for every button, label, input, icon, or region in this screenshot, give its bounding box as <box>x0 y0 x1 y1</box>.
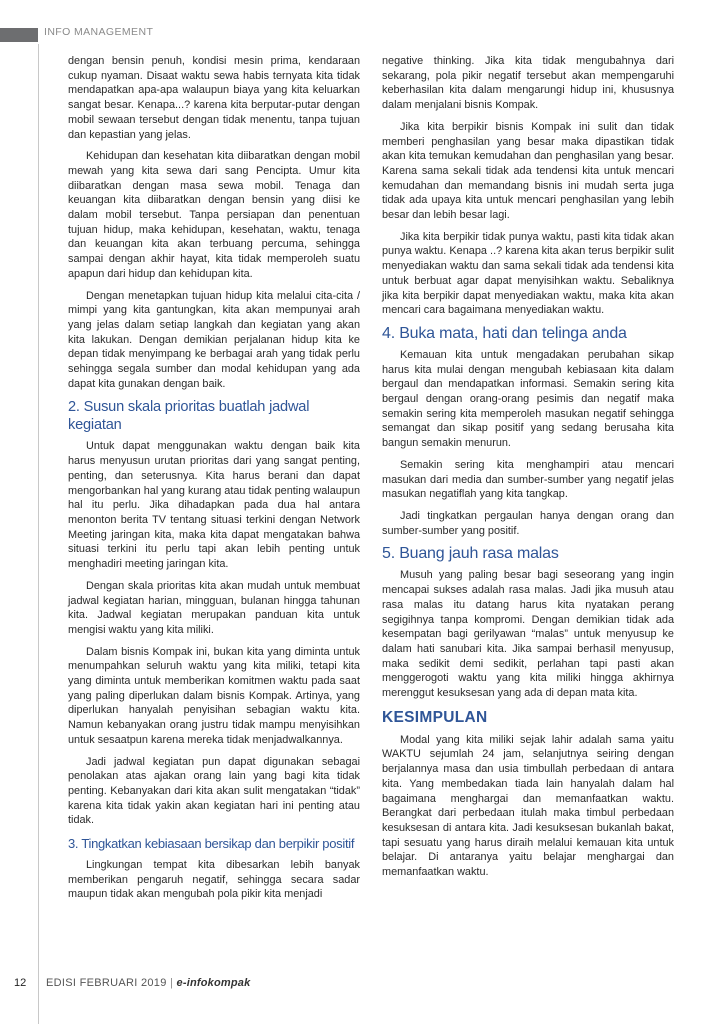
section-heading-4: 4. Buka mata, hati dan telinga anda <box>382 324 627 342</box>
section-heading-2: 2. Susun skala prioritas buatlah jadwal kegiatan <box>68 399 310 434</box>
left-column <box>68 54 360 909</box>
paragraph: Jadi jadwal kegiatan pun dapat digunakan sebagai penolakan atas ajakan orang lain yang bagi kita tidak penting. Kebanyakan dari kita akan sulit mengatakan “tidak” karena kita tidak yakin akan kegiatan hari ini penting atau tidak. <box>68 755 360 827</box>
paragraph: Dengan menetapkan tujuan hidup kita melalui cita-cita / mimpi yang kita gantungkan, kita akan mempunyai arah yang jelas dalam setiap langkah dan kegiatan yang akan kita lakukan. Dengan demikian perjalanan hidup kita ke depan tidak menyimpang ke berbagai arah yang tidak perlu sehingga segala sumber dan modal kehidupan yang ada dapat kita gunakan dengan baik. <box>68 289 360 390</box>
conclusion-heading: KESIMPULAN <box>382 708 488 726</box>
paragraph: Untuk dapat menggunakan waktu dengan baik kita harus menyusun urutan prioritas dari yang sangat penting, penting, dan seterusnya. Kita harus berani dan dapat mengorbankan hal yang kurang atau tidak penting walaupun hal itu perlu. Jika dihadapkan pada dua hal antara menonton berita TV tentang situasi terkini dengan Network Meeting jaringan kita, maka kita dapat mengatakan bahwa situasi terkini itu perlu tapi akan lebih penting untuk menghadiri meeting jaringan kita. <box>68 440 360 571</box>
section-heading-5: 5. Buang jauh rasa malas <box>382 545 559 563</box>
paragraph: Modal yang kita miliki sejak lahir adalah sama yaitu WAKTU sejumlah 24 jam, selanjutnya seiring dengan berjalannya masa dan usia timbullah perbedaan di antara kita. Yang membedakan tiada lain hanyalah dalam hal bagaimana menghargai dan memanfaatkan waktu. Berangkat dari perbedaan itulah maka timbul perbedaan kesuksesan di antara kita. Jadi kesuksesan bukanlah bakat, tapi sesuatu yang harus diraih melalui kemauan kita untuk belajar. Di antaranya yaitu belajar menghargai dan memanfaatkan waktu. <box>382 733 674 879</box>
paragraph: Lingkungan tempat kita dibesarkan lebih banyak memberikan pengaruh negatif, sehingga secara sadar maupun tidak akan mengubah pola pikir kita menjadi <box>68 859 360 901</box>
header-color-block <box>0 28 38 42</box>
paragraph: Jika kita berpikir bisnis Kompak ini sulit dan tidak memberi penghasilan yang besar maka dipastikan tidak akan kita temukan kemudahan dan penghasilan yang besar. Karena sama sekali tidak ada tendensi kita untuk mencari kemudahan dan memandang bisnis ini mudah serta juga tidak ada upaya kita untuk mencari penghasilan yang lebih besar dan lebih besar lagi. <box>382 120 674 222</box>
page-number: 12 <box>14 977 27 989</box>
margin-rule <box>38 44 39 1024</box>
brand-prefix: e-info <box>176 977 208 989</box>
brand-suffix: kompak <box>207 977 251 989</box>
paragraph: Dengan skala prioritas kita akan mudah untuk membuat jadwal kegiatan harian, mingguan, bulanan hingga tahunan kita. Jadwal kegiatan merupakan panduan kita untuk mengisi waktu yang kita miliki. <box>68 579 360 636</box>
paragraph: Kehidupan dan kesehatan kita diibaratkan dengan mobil mewah yang kita sewa dari sang Pencipta. Umur kita diibaratkan dengan masa sewa mobil. Tenaga dan keuangan kita diibaratkan dengan bensin yang diisi ke dalam mobil tersebut. Tanpa persiapan dan penentuan tujuan hidup, maka kehidupan, kesehatan, waktu, tenaga dan keuangan kita akan terbuang percuma, sehingga sampai dengan akhir hayat, kita tidak memperoleh suatu apapun dari hidup dan kehidupan kita. <box>68 150 360 280</box>
paragraph: negative thinking. Jika kita tidak mengubahnya dari sekarang, pola pikir negatif tersebut akan mempengaruhi keberhasilan kita dalam mengarungi hidup ini, khususnya dalam menjalani bisnis Kompak. <box>382 55 674 112</box>
paragraph: dengan bensin penuh, kondisi mesin prima, kendaraan cukup nyaman. Disaat waktu sewa habis ternyata kita tidak mendapatkan apa-apa walaupun biaya yang kita keluarkan sangat besar. Kenapa...? karena kita berputar-putar dengan mobil sewaan tersebut dengan tidak menentu, tanpa tujuan dan kepastian yang jelas. <box>68 55 360 141</box>
paragraph: Musuh yang paling besar bagi seseorang yang ingin mencapai sukses adalah rasa malas. Jadi jika musuh atau rasa malas itu datang harus kita nyatakan perang segigihnya tanpa kompromi. Dengan demikian tidak ada kesempatan bagi gerilyawan “malas” untuk menyusup ke dalam hati sanubari kita. Jika sampai berhasil menyusup, maka sedikit demi sedikit, perlahan tapi pasti akan menggerogoti waktu yang kita miliki hingga akhirnya merenggut kesuksesan yang ada di depan mata kita. <box>382 569 674 700</box>
section-heading-3: 3. Tingkatkan kebiasaan bersikap dan berpikir positif <box>68 836 355 852</box>
paragraph: Semakin sering kita menghampiri atau mencari masukan dari media dan sumber-sumber yang negatif jelas masukan negatiflah yang kita tangkap. <box>382 458 674 501</box>
footer-separator: | <box>170 977 174 989</box>
paragraph: Jadi tingkatkan pergaulan hanya dengan orang dan sumber-sumber yang positif. <box>382 509 674 537</box>
paragraph: Dalam bisnis Kompak ini, bukan kita yang diminta untuk menumpahkan seluruh waktu yang kita miliki, tetapi kita yang diminta untuk memberikan komitmen waktu pada saat yang paling diperlukan dalam bisnis Kompak. Artinya, yang diperlukan hanyalah penyisihan sebagian waktu kita. Namun kebanyakan orang justru tidak mampu menyisihkan untuk sesaatpun karena mereka tidak menjadwalkannya. <box>68 645 360 746</box>
footer-edition <box>46 977 250 989</box>
edition-label: EDISI FEBRUARI 2019 <box>46 977 167 989</box>
paragraph: Kemauan kita untuk mengadakan perubahan sikap harus kita mulai dengan mengubah kebiasaan kita dalam bergaul dan mendapatkan informasi. Semakin sering kita bergaul dengan orang-orang pesimis dan negatif maka semakin sering kita memperoleh masukan negatif sehingga semangat dan sikap positif yang sedang berusaha kita bangun semakin menurun. <box>382 348 674 450</box>
paragraph: Jika kita berpikir tidak punya waktu, pasti kita tidak akan punya waktu. Kenapa ..? karena kita akan terus berpikir sulit menyediakan waktu dan sama sekali tidak ada tendensi kita untuk berbuat agar dapat menyisihkan waktu. Sebaliknya jika kita berpikir dapat menyediakan waktu, maka kita akan mencari cara bagaimana menyediakan waktu. <box>382 230 674 317</box>
right-column <box>382 54 674 887</box>
section-label: INFO MANAGEMENT <box>44 26 154 38</box>
brand-logo <box>177 977 251 989</box>
